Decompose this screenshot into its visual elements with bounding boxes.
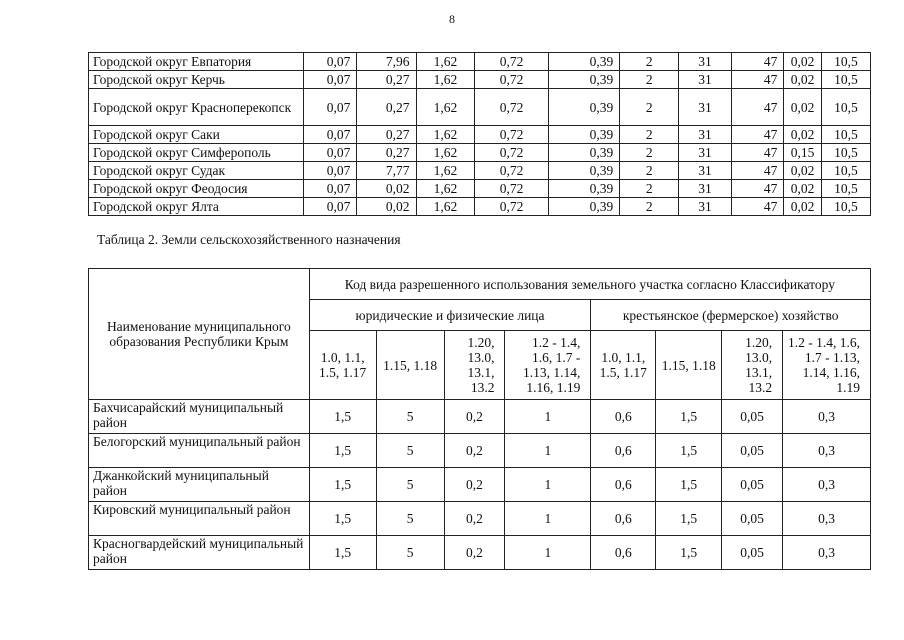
- value-cell: 1,5: [656, 502, 722, 536]
- value-cell: 0,02: [784, 71, 821, 89]
- value-cell: 0,72: [475, 71, 548, 89]
- municipality-name-cell: Белогорский муниципальный район: [89, 434, 310, 468]
- table-row: [89, 71, 871, 89]
- value-cell: 7,77: [357, 162, 416, 180]
- value-cell: 0,39: [548, 71, 620, 89]
- table-row: [89, 126, 871, 144]
- value-cell: 5: [376, 536, 444, 570]
- value-cell: 10,5: [821, 198, 870, 216]
- value-cell: 5: [376, 434, 444, 468]
- classifier-code-header: 1.0, 1.1, 1.5, 1.17: [309, 331, 376, 400]
- value-cell: 0,07: [303, 180, 357, 198]
- value-cell: 0,07: [303, 89, 357, 126]
- value-cell: 0,02: [784, 198, 821, 216]
- value-cell: 0,39: [548, 162, 620, 180]
- value-cell: 31: [679, 162, 731, 180]
- table-2-agricultural-lands: [88, 268, 871, 570]
- value-cell: 2: [620, 144, 679, 162]
- classifier-code-header: 1.15, 1.18: [376, 331, 444, 400]
- value-cell: 0,3: [783, 536, 871, 570]
- value-cell: 47: [731, 53, 784, 71]
- value-cell: 0,02: [784, 53, 821, 71]
- header-group-legal-entities: юридические и физические лица: [309, 300, 591, 331]
- value-cell: 0,39: [548, 89, 620, 126]
- value-cell: 31: [679, 180, 731, 198]
- value-cell: 0,2: [444, 468, 505, 502]
- table-row: [89, 180, 871, 198]
- value-cell: 1: [505, 468, 591, 502]
- value-cell: 0,07: [303, 126, 357, 144]
- value-cell: 7,96: [357, 53, 416, 71]
- municipality-name-cell: Городской округ Симферополь: [89, 144, 304, 162]
- table-row: [89, 198, 871, 216]
- value-cell: 0,6: [591, 400, 656, 434]
- value-cell: 1: [505, 400, 591, 434]
- header-municipality-name: Наименование муниципального образования Республики Крым: [89, 269, 310, 400]
- table-2-caption: Таблица 2. Земли сельскохозяйственного назначения: [97, 232, 401, 247]
- value-cell: 2: [620, 126, 679, 144]
- table-row: [89, 502, 871, 536]
- table-row: [89, 162, 871, 180]
- value-cell: 2: [620, 180, 679, 198]
- municipality-name-cell: Городской округ Феодосия: [89, 180, 304, 198]
- value-cell: 10,5: [821, 53, 870, 71]
- table-row: [89, 468, 871, 502]
- municipality-name-cell: Городской округ Судак: [89, 162, 304, 180]
- value-cell: 0,3: [783, 400, 871, 434]
- value-cell: 0,2: [444, 536, 505, 570]
- value-cell: 2: [620, 89, 679, 126]
- value-cell: 10,5: [821, 144, 870, 162]
- value-cell: 1,62: [416, 71, 475, 89]
- value-cell: 47: [731, 71, 784, 89]
- table-row: [89, 536, 871, 570]
- classifier-code-header: 1.2 - 1.4, 1.6, 1.7 - 1.13, 1.14, 1.16, 1.19: [505, 331, 591, 400]
- value-cell: 47: [731, 198, 784, 216]
- value-cell: 0,27: [357, 126, 416, 144]
- value-cell: 0,39: [548, 126, 620, 144]
- value-cell: 0,27: [357, 89, 416, 126]
- header-group-farms: крестьянское (фермерское) хозяйство: [591, 300, 871, 331]
- value-cell: 0,72: [475, 162, 548, 180]
- value-cell: 2: [620, 162, 679, 180]
- value-cell: 31: [679, 126, 731, 144]
- classifier-code-header: 1.0, 1.1, 1.5, 1.17: [591, 331, 656, 400]
- value-cell: 10,5: [821, 162, 870, 180]
- value-cell: 0,39: [548, 53, 620, 71]
- value-cell: 1,62: [416, 198, 475, 216]
- value-cell: 0,07: [303, 162, 357, 180]
- value-cell: 1,62: [416, 180, 475, 198]
- value-cell: 47: [731, 144, 784, 162]
- value-cell: 1,5: [309, 468, 376, 502]
- value-cell: 1: [505, 502, 591, 536]
- value-cell: 1,5: [309, 400, 376, 434]
- value-cell: 0,3: [783, 468, 871, 502]
- table-1-continuation: [88, 52, 871, 216]
- municipality-name-cell: Бахчисарайский муниципальный район: [89, 400, 310, 434]
- value-cell: 31: [679, 89, 731, 126]
- value-cell: 0,07: [303, 71, 357, 89]
- value-cell: 0,05: [722, 434, 783, 468]
- municipality-name-cell: Джанкойский муниципальный район: [89, 468, 310, 502]
- value-cell: 10,5: [821, 180, 870, 198]
- value-cell: 1,5: [309, 502, 376, 536]
- value-cell: 47: [731, 89, 784, 126]
- value-cell: 1,5: [656, 536, 722, 570]
- value-cell: 31: [679, 71, 731, 89]
- value-cell: 0,72: [475, 198, 548, 216]
- value-cell: 0,07: [303, 53, 357, 71]
- value-cell: 0,05: [722, 502, 783, 536]
- header-classifier-code: Код вида разрешенного использования земельного участка согласно Классификатору: [309, 269, 870, 300]
- value-cell: 1,62: [416, 53, 475, 71]
- value-cell: 0,72: [475, 53, 548, 71]
- value-cell: 1,62: [416, 89, 475, 126]
- value-cell: 0,15: [784, 144, 821, 162]
- municipality-name-cell: Городской округ Красноперекопск: [89, 89, 304, 126]
- value-cell: 0,2: [444, 502, 505, 536]
- value-cell: 47: [731, 126, 784, 144]
- value-cell: 1,5: [656, 434, 722, 468]
- value-cell: 0,07: [303, 198, 357, 216]
- value-cell: 10,5: [821, 71, 870, 89]
- classifier-code-header: 1.20, 13.0, 13.1, 13.2: [722, 331, 783, 400]
- value-cell: 31: [679, 144, 731, 162]
- value-cell: 0,02: [784, 126, 821, 144]
- value-cell: 1,62: [416, 144, 475, 162]
- value-cell: 0,27: [357, 71, 416, 89]
- value-cell: 1,5: [309, 434, 376, 468]
- classifier-code-header: 1.15, 1.18: [656, 331, 722, 400]
- value-cell: 10,5: [821, 89, 870, 126]
- value-cell: 1,5: [656, 400, 722, 434]
- table-row: [89, 53, 871, 71]
- value-cell: 47: [731, 180, 784, 198]
- value-cell: 0,2: [444, 434, 505, 468]
- municipality-name-cell: Городской округ Евпатория: [89, 53, 304, 71]
- value-cell: 0,6: [591, 434, 656, 468]
- municipality-name-cell: Городской округ Ялта: [89, 198, 304, 216]
- table-row: [89, 434, 871, 468]
- value-cell: 0,07: [303, 144, 357, 162]
- value-cell: 0,72: [475, 89, 548, 126]
- value-cell: 0,39: [548, 144, 620, 162]
- value-cell: 0,3: [783, 502, 871, 536]
- value-cell: 2: [620, 53, 679, 71]
- value-cell: 0,6: [591, 468, 656, 502]
- page-number: 8: [449, 12, 455, 26]
- value-cell: 0,72: [475, 144, 548, 162]
- value-cell: 0,02: [357, 198, 416, 216]
- value-cell: 0,3: [783, 434, 871, 468]
- table-row: [89, 400, 871, 434]
- value-cell: 47: [731, 162, 784, 180]
- value-cell: 1: [505, 536, 591, 570]
- value-cell: 10,5: [821, 126, 870, 144]
- value-cell: 0,6: [591, 502, 656, 536]
- value-cell: 5: [376, 468, 444, 502]
- value-cell: 1,62: [416, 162, 475, 180]
- classifier-code-header: 1.20, 13.0, 13.1, 13.2: [444, 331, 505, 400]
- value-cell: 0,05: [722, 536, 783, 570]
- value-cell: 1,5: [309, 536, 376, 570]
- value-cell: 1,5: [656, 468, 722, 502]
- value-cell: 0,02: [784, 89, 821, 126]
- value-cell: 0,27: [357, 144, 416, 162]
- municipality-name-cell: Красногвардейский муниципальный район: [89, 536, 310, 570]
- value-cell: 2: [620, 71, 679, 89]
- value-cell: 0,02: [357, 180, 416, 198]
- value-cell: 0,2: [444, 400, 505, 434]
- value-cell: 0,02: [784, 180, 821, 198]
- value-cell: 2: [620, 198, 679, 216]
- table-row: [89, 144, 871, 162]
- value-cell: 0,39: [548, 180, 620, 198]
- value-cell: 31: [679, 53, 731, 71]
- value-cell: 0,39: [548, 198, 620, 216]
- value-cell: 31: [679, 198, 731, 216]
- municipality-name-cell: Кировский муниципальный район: [89, 502, 310, 536]
- value-cell: 0,6: [591, 536, 656, 570]
- value-cell: 5: [376, 400, 444, 434]
- value-cell: 0,72: [475, 180, 548, 198]
- table-row: [89, 89, 871, 126]
- value-cell: 0,02: [784, 162, 821, 180]
- value-cell: 1,62: [416, 126, 475, 144]
- value-cell: 1: [505, 434, 591, 468]
- value-cell: 0,72: [475, 126, 548, 144]
- value-cell: 0,05: [722, 468, 783, 502]
- municipality-name-cell: Городской округ Керчь: [89, 71, 304, 89]
- value-cell: 5: [376, 502, 444, 536]
- municipality-name-cell: Городской округ Саки: [89, 126, 304, 144]
- value-cell: 0,05: [722, 400, 783, 434]
- classifier-code-header: 1.2 - 1.4, 1.6, 1.7 - 1.13, 1.14, 1.16, 1.19: [783, 331, 871, 400]
